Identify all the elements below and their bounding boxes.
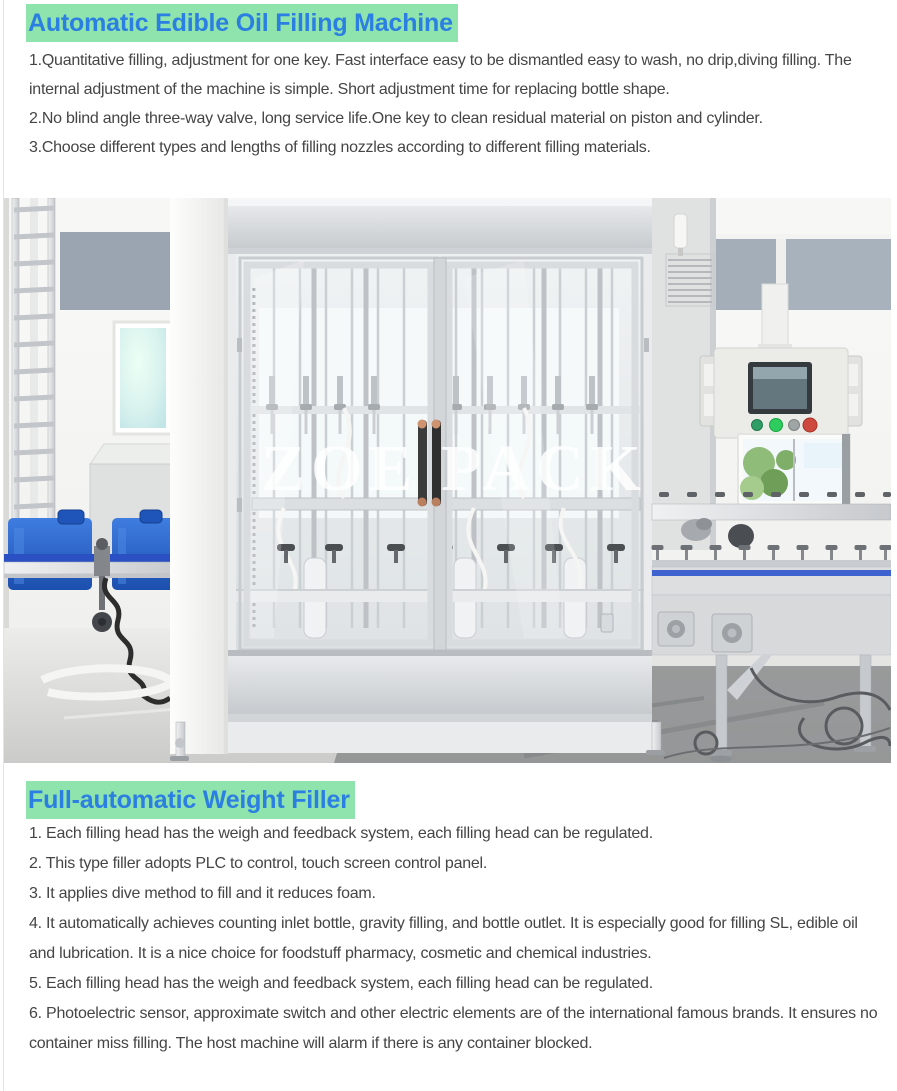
list-item: 1. Each filling head has the weigh and feedback system, each filling head can be regulated.	[29, 825, 653, 842]
signal-tower-lamp	[674, 214, 687, 248]
paragraph: 2.No blind angle three-way valve, long service life.One key to clean residual material on piston and cylinder.	[29, 110, 763, 127]
list-item: 4. It automatically achieves counting inlet bottle, gravity filling, and bottle outlet. It is especially good for filling SL, edible oil and lubrication. It is a nice choice for foodstuff pharmacy, cosmetic and chemical industries.	[29, 915, 858, 962]
section-2-list	[29, 819, 881, 1059]
paragraph: 1.Quantitative filling, adjustment for one key. Fast interface easy to be dismantled easy to wash, no drip,diving filling. The internal adjustment of the machine is simple. Short adjustment time for replacing bottle shape.	[29, 52, 852, 98]
gray-button	[789, 420, 800, 431]
page-left-border	[3, 0, 4, 1091]
pillar-shade	[224, 198, 228, 754]
ladder	[12, 198, 55, 548]
watermark-text: ZOE PACK	[261, 432, 647, 505]
dark-bag	[728, 524, 754, 548]
highlighted-title: Full-automatic Weight Filler	[26, 781, 355, 819]
green-button	[752, 420, 763, 431]
section-1-paragraphs	[29, 46, 881, 162]
greenery-window	[732, 434, 854, 513]
highlighted-title: Automatic Edible Oil Filling Machine	[26, 4, 458, 42]
section-weight-filler	[0, 787, 897, 1059]
machine-photo	[4, 198, 891, 763]
start-button	[770, 419, 783, 432]
paragraph: 3.Choose different types and lengths of filling nozzles according to different filling materials.	[29, 139, 651, 156]
wall-pillar	[170, 198, 228, 754]
section-title-1	[26, 0, 897, 36]
section-oil-filling-machine	[0, 0, 897, 162]
list-item: 3. It applies dive method to fill and it reduces foam.	[29, 885, 376, 902]
list-item: 6. Photoelectric sensor, approximate switch and other electric elements are of the international famous brands. It ensures no container miss filling. The host machine will alarm if there is any container blocked.	[29, 1005, 878, 1052]
stop-button	[803, 418, 817, 432]
section-title-2	[26, 787, 897, 813]
list-item: 2. This type filler adopts PLC to control, touch screen control panel.	[29, 855, 488, 872]
back-window	[114, 322, 172, 434]
list-item: 5. Each filling head has the weigh and feedback system, each filling head can be regulated.	[29, 975, 653, 992]
